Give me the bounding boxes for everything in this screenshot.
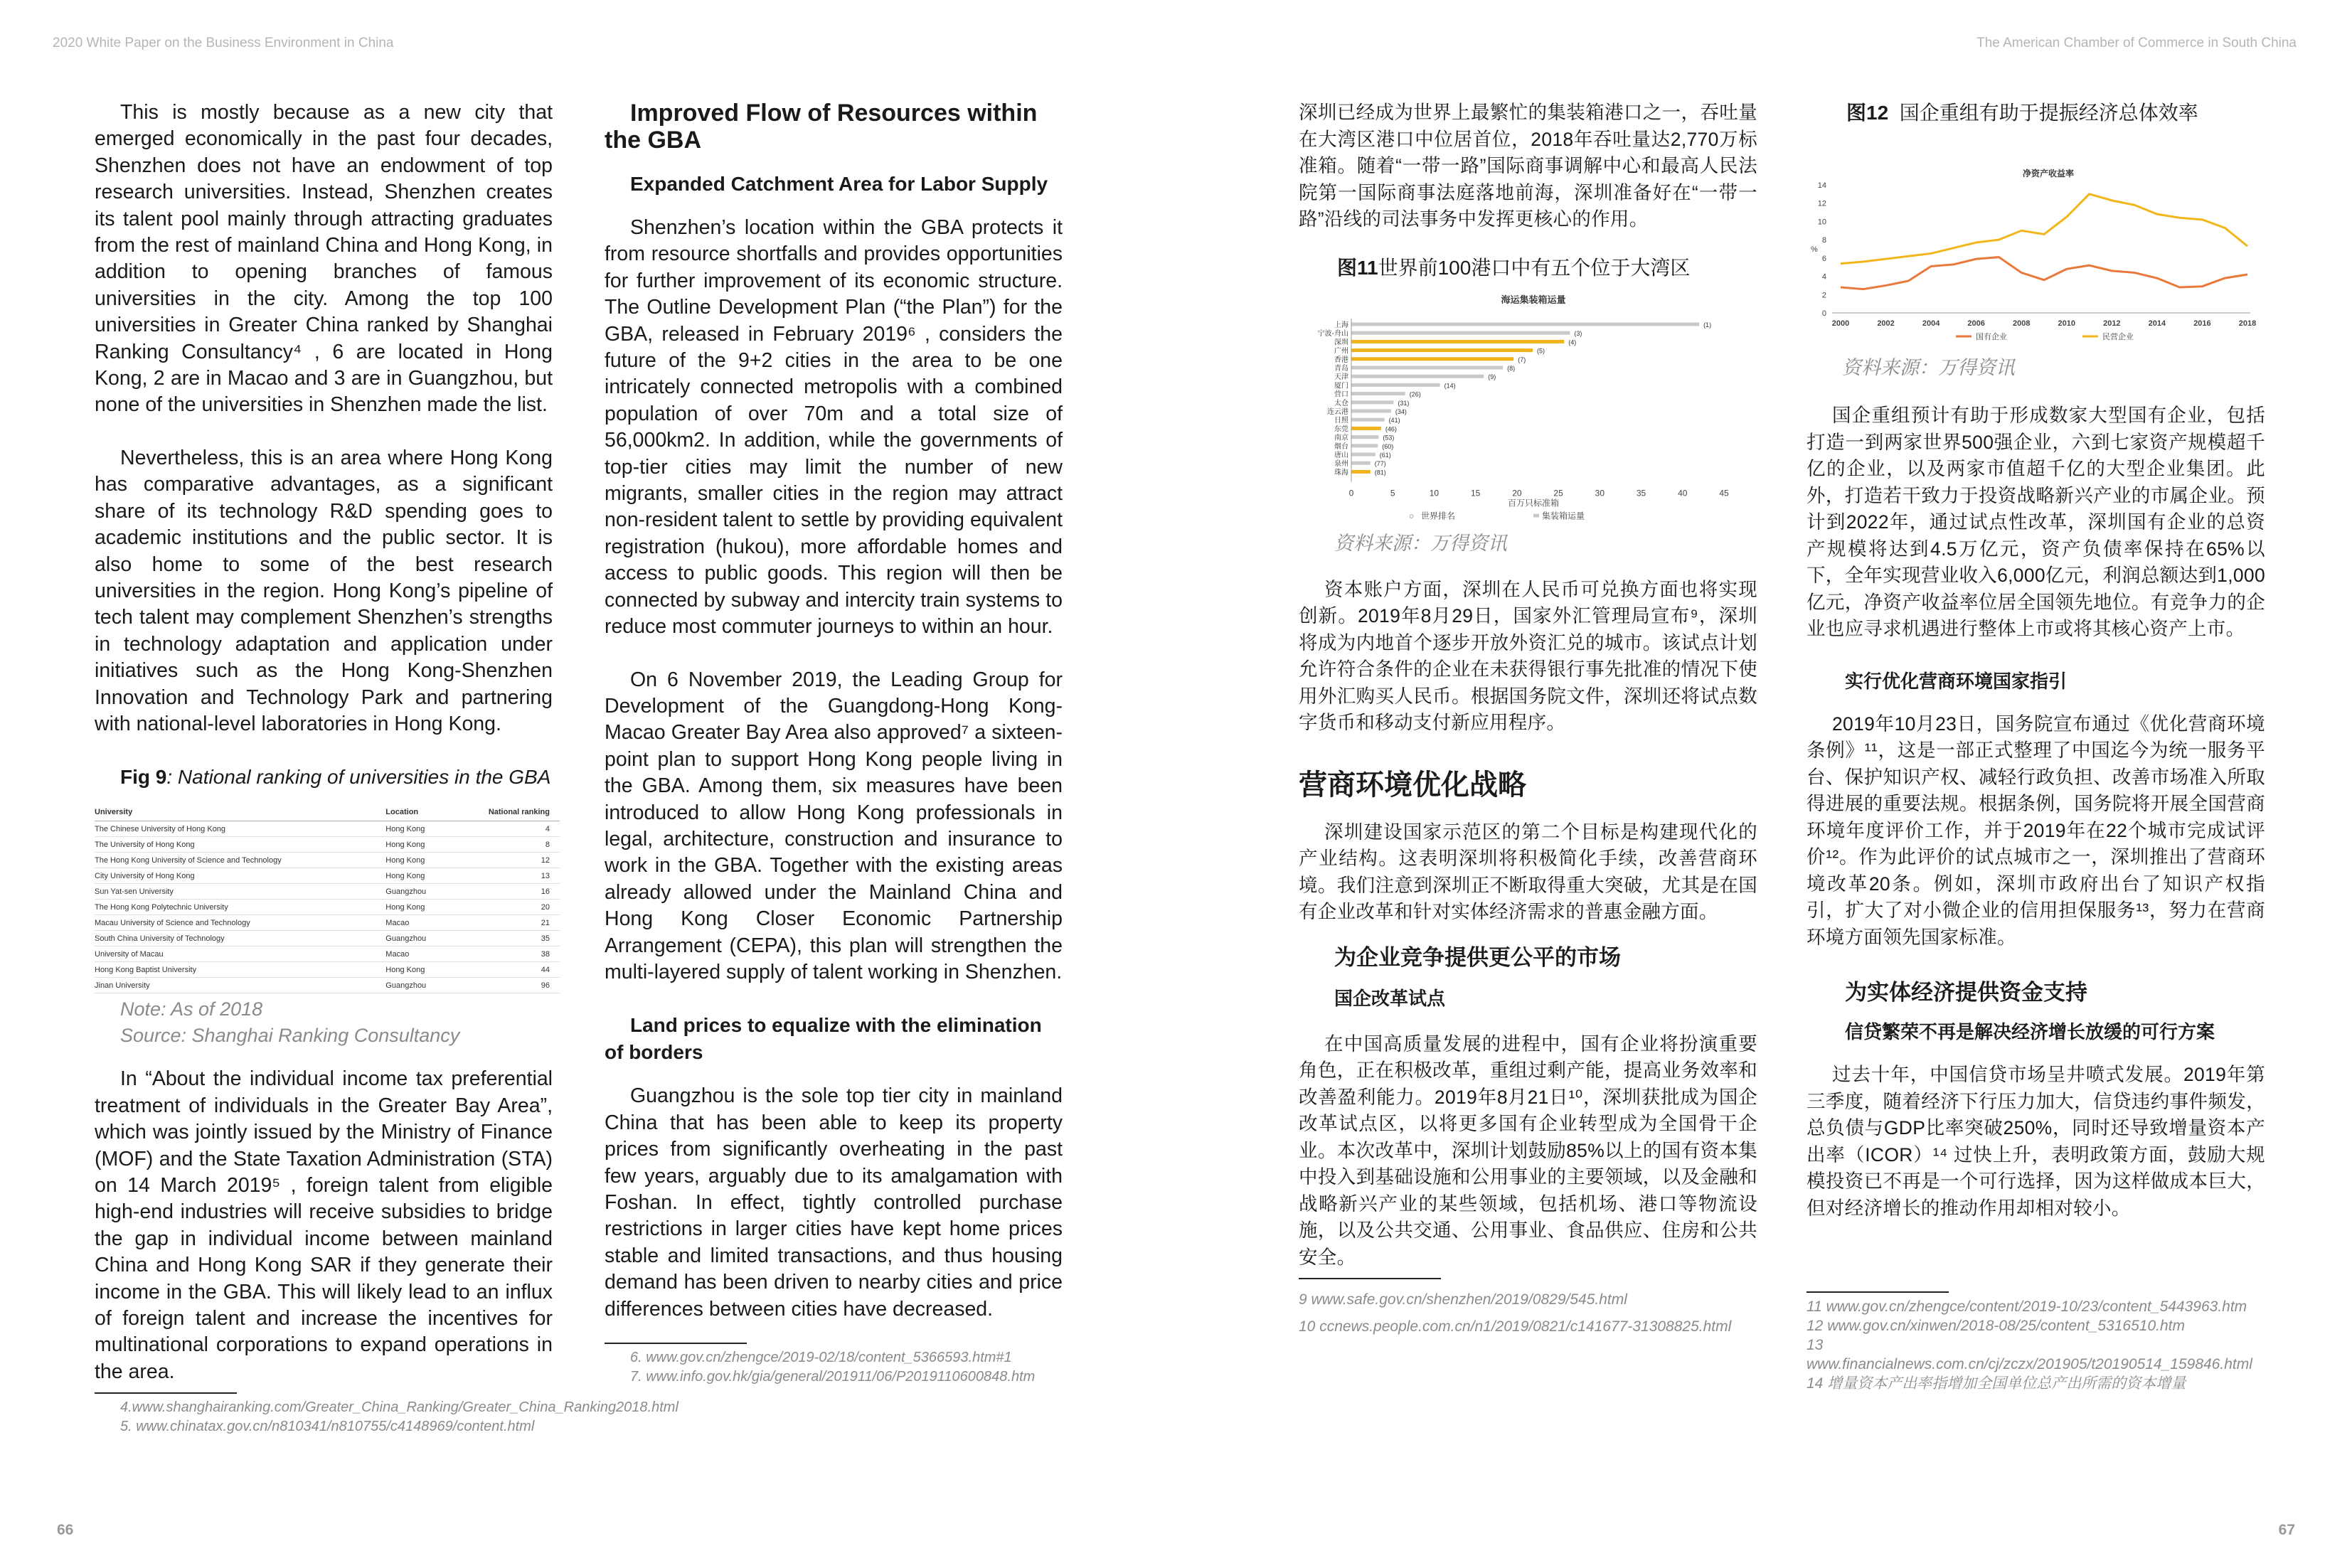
- category-label: 太仓: [1334, 399, 1348, 407]
- table-cell: 44: [449, 962, 560, 978]
- subsection-heading: 为企业竞争提供更公平的市场: [1334, 944, 1621, 970]
- table-row: [95, 821, 560, 837]
- column-header: University: [95, 791, 385, 821]
- table-cell: 13: [449, 868, 560, 884]
- figure-label: 图12: [1846, 102, 1889, 124]
- x-tick-label: 2010: [2058, 319, 2076, 328]
- column-3: [1299, 100, 1757, 1340]
- y-tick-label: 6: [1821, 254, 1826, 263]
- section-heading: Improved Flow of Resources within the GBA: [605, 100, 1038, 154]
- table-cell: Macao: [385, 915, 449, 931]
- x-tick-label: 45: [1719, 488, 1729, 498]
- footnote: 10 ccnews.people.com.cn/n1/2019/0821/c141677-31308825.html: [1299, 1318, 1732, 1335]
- paragraph: 深圳已经成为世界上最繁忙的集装箱港口之一，吞吐量在大湾区港口中位居首位，2018年吞吐量达2,770万标准箱。随着“一带一路”国际商事调解中心和最高人民法院第一国际商事法庭落地前海，深圳准备好在“一带一路”沿线的司法事务中发挥更核心的作用。: [1299, 102, 1757, 230]
- column-1: [95, 100, 679, 1436]
- column-2: [605, 100, 1063, 1387]
- x-tick-label: 10: [1429, 488, 1440, 498]
- figure-caption: [95, 764, 553, 791]
- table-cell: Hong Kong: [385, 853, 449, 868]
- port-bar: [1351, 461, 1371, 464]
- legend-marker-rank: ○: [1409, 511, 1415, 521]
- paragraph: 2019年10月23日，国务院宣布通过《优化营商环境条例》¹¹，这是一部正式整理了中国迄今为统一服务平台、保护知识产权、减轻行政负担、改善市场准入所取得进展的重要法规。根据条例，国务院将开展全国营商环境年度评价工作，并于2019年在22个城市完成试评价¹²。作为此评价的试点城市之一，深圳推出了营商环境改革20条。例如，深圳市政府出台了知识产权指引，扩大了对小微企业的信用担保服务¹³，努力在营商环境方面领先国家标准。: [1806, 713, 2265, 948]
- category-label: 连云港: [1327, 407, 1348, 416]
- table-cell: 8: [449, 837, 560, 853]
- figure-caption: [1299, 255, 1757, 282]
- section-heading: 营商环境优化战略: [1299, 769, 1526, 801]
- rank-label: (61): [1379, 451, 1391, 459]
- x-tick-label: 40: [1678, 488, 1688, 498]
- figure-title: : National ranking of universities in the GBA: [166, 766, 551, 789]
- subsection-heading: 信贷繁荣不再是解决经济增长放缓的可行方案: [1845, 1021, 2215, 1042]
- table-cell: The University of Hong Kong: [95, 837, 385, 853]
- figure-title: 世界前100港口中有五个位于大湾区: [1378, 256, 1691, 279]
- table-cell: The Hong Kong University of Science and Technology: [95, 853, 385, 868]
- rank-label: (77): [1374, 459, 1386, 467]
- x-tick-label: 15: [1470, 488, 1481, 498]
- legend-label: 民营企业: [2102, 333, 2134, 341]
- rank-label: (31): [1398, 399, 1410, 407]
- x-tick-label: 5: [1390, 488, 1395, 498]
- table-cell: Hong Kong: [385, 900, 449, 915]
- chart-title: 海运集装箱运量: [1501, 294, 1566, 305]
- table-cell: Jinan University: [95, 978, 385, 993]
- table-cell: University of Macau: [95, 946, 385, 962]
- paragraph: Guangzhou is the sole top tier city in mainland China that has been able to keep its property prices from significantly overheating in the past few years, arguably due to its amalgamation with Foshan. In effect, tightly controlled purchase restrictions in larger cities have kept home prices stable and limited transactions, and thus housing demand has been driven to nearby cities and price differences between cities have decreased.: [605, 1084, 1063, 1321]
- category-label: 泉州: [1334, 459, 1348, 468]
- subsection-heading: Land prices to equalize with the elimination of borders: [605, 1014, 1042, 1064]
- rank-label: (46): [1385, 425, 1397, 432]
- roe-line-chart: [1806, 127, 2265, 354]
- table-cell: Macau University of Science and Technology: [95, 915, 385, 931]
- category-label: 日照: [1334, 416, 1348, 425]
- table-cell: 96: [449, 978, 560, 993]
- table-cell: The Chinese University of Hong Kong: [95, 821, 385, 837]
- port-bar: [1351, 417, 1385, 421]
- footnote-divider: [95, 1392, 237, 1394]
- table-cell: Hong Kong: [385, 821, 449, 837]
- table-cell: Hong Kong: [385, 962, 449, 978]
- running-header-left: 2020 White Paper on the Business Environment in China: [53, 36, 394, 50]
- y-axis-label: %: [1811, 245, 1818, 254]
- table-row: [95, 853, 560, 868]
- table-note: Note: As of 2018: [120, 998, 263, 1020]
- column-header: National ranking: [449, 791, 560, 821]
- x-tick-label: 2012: [2103, 319, 2121, 328]
- chart-source: 资料来源：万得资讯: [1842, 357, 2015, 378]
- table-row: [95, 962, 560, 978]
- x-tick-label: 2016: [2193, 319, 2211, 328]
- rank-label: (5): [1537, 347, 1545, 355]
- table-cell: Hong Kong: [385, 868, 449, 884]
- category-label: 南京: [1334, 434, 1348, 442]
- paragraph: In “About the individual income tax preferential treatment of individuals in the Greater Bay Area”, which was jointly issued by the Ministry of Finance (MOF) and the State Taxation Administration (STA) on 14 March 2019⁵ , foreign talent from eligible high-end industries will receive subsidies to bridge the gap in individual income between mainland China and Hong Kong SAR if they generate their income in the GBA. This will likely lead to an influx of foreign talent and increase the incentives for multinational corporations to expand operations in the area.: [95, 1067, 553, 1383]
- table-cell: Hong Kong Baptist University: [95, 962, 385, 978]
- port-bar: [1351, 374, 1484, 378]
- y-tick-label: 0: [1821, 309, 1826, 318]
- port-bar: [1351, 322, 1699, 326]
- table-cell: Guangzhou: [385, 884, 449, 900]
- port-container-chart: [1299, 282, 1757, 527]
- port-bar: [1351, 339, 1564, 343]
- legend-swatch: [1533, 513, 1539, 517]
- category-label: 上海: [1334, 321, 1348, 329]
- table-cell: 16: [449, 884, 560, 900]
- running-header-right: The American Chamber of Commerce in South China: [1976, 36, 2297, 50]
- footnote-divider: [605, 1343, 747, 1344]
- footnote: 7. www.info.gov.hk/gia/general/201911/06/P2019110600848.htm: [630, 1369, 1036, 1385]
- table-source: Source: Shanghai Ranking Consultancy: [120, 1025, 460, 1047]
- table-cell: 38: [449, 946, 560, 962]
- table-cell: 12: [449, 853, 560, 868]
- y-tick-label: 12: [1817, 199, 1826, 208]
- footnote: 9 www.safe.gov.cn/shenzhen/2019/0829/545.html: [1299, 1291, 1627, 1308]
- port-bar: [1351, 444, 1378, 447]
- paragraph: 过去十年，中国信贷市场呈井喷式发展。2019年第三季度，随着经济下行压力加大，信贷违约事件频发，总负债与GDP比率突破250%，同时还导致增量资本产出率（ICOR）¹⁴ 过快上升，表明政策方面，鼓励大规模投资已不再是一个可行选择，因为这样做成本巨大，但对经济增长的推动作用却相对较小。: [1806, 1064, 2265, 1219]
- subsection-heading: 实行优化营商环境国家指引: [1845, 670, 2068, 692]
- university-ranking-table: [95, 791, 560, 993]
- x-tick-label: 2004: [1922, 319, 1940, 328]
- category-label: 珠海: [1334, 468, 1348, 476]
- table-cell: Guangzhou: [385, 931, 449, 946]
- y-tick-label: 14: [1817, 181, 1826, 190]
- table-cell: Hong Kong: [385, 837, 449, 853]
- x-tick-label: 2002: [1877, 319, 1895, 328]
- rank-label: (53): [1383, 434, 1395, 442]
- rank-label: (4): [1568, 338, 1577, 346]
- footnote-divider: [1299, 1278, 1441, 1279]
- category-label: 青岛: [1334, 364, 1348, 373]
- port-bar: [1351, 383, 1440, 386]
- table-cell: The Hong Kong Polytechnic University: [95, 900, 385, 915]
- rank-label: (60): [1382, 442, 1394, 450]
- legend-label: 国有企业: [1976, 333, 2007, 341]
- x-tick-label: 2006: [1967, 319, 1985, 328]
- figure-title: 国企重组有助于提振经济总体效率: [1899, 102, 2198, 124]
- legend-label: 集装箱运量: [1542, 511, 1585, 521]
- y-tick-label: 10: [1817, 218, 1826, 227]
- paragraph: Shenzhen’s location within the GBA protects it from resource shortfalls and provides opportunities for further improvement of its economic structure. The Outline Development Plan (“the Plan”) for the GBA, released in February 2019⁶ , considers the future of the 9+2 cities in the area to be one intricately connected metropolis with a combined population of over 70m and a total size of 56,000km2. In addition, while the governments of top-tier cities may limit the number of new migrants, smaller cities in the region may attract non-resident talent to settle by providing equivalent registration (hukou), more affordable homes and access to public goods. This region will then be connected by subway and intercity train systems to reduce most commuter journeys to within an hour.: [605, 216, 1063, 639]
- x-tick-label: 2008: [2012, 319, 2031, 328]
- category-label: 烟台: [1334, 442, 1348, 451]
- footnote: 12 www.gov.cn/xinwen/2018-08/25/content_5316510.htm: [1806, 1318, 2185, 1334]
- category-label: 广州: [1334, 347, 1348, 356]
- page-number-right: 67: [2278, 1522, 2295, 1538]
- series-line-soe: [1841, 257, 2247, 289]
- x-tick-label: 2014: [2148, 319, 2166, 328]
- table-cell: Sun Yat-sen University: [95, 884, 385, 900]
- figure-label: Fig 9: [120, 766, 167, 789]
- rank-label: (14): [1444, 381, 1456, 389]
- rank-label: (1): [1703, 321, 1712, 329]
- y-tick-label: 8: [1821, 236, 1826, 245]
- footnote: 13 www.financialnews.com.cn/cj/zczx/201905/t20190514_159846.html: [1806, 1337, 2252, 1372]
- port-bar: [1351, 426, 1381, 430]
- category-label: 香港: [1334, 356, 1348, 364]
- legend-label: 世界排名: [1421, 511, 1456, 521]
- category-label: 东莞: [1334, 425, 1348, 433]
- footnote-divider: [1806, 1291, 1949, 1293]
- category-label: 厦门: [1334, 381, 1348, 390]
- x-tick-label: 25: [1553, 488, 1563, 498]
- paragraph: This is mostly because as a new city that emerged economically in the past four decades, Shenzhen does not have an endowment of top research universities. Instead, Shenzhen creates its talent pool mainly through attracting graduates from the rest of mainland China and Hong Kong, in addition to opening branches of famous universities in the city. Among the top 100 universities in Greater China ranked by Shanghai Ranking Consultancy⁴ , 6 are located in Hong Kong, 2 are in Macao and 3 are in Guangzhou, but none of the universities in Shenzhen made the list.: [95, 101, 553, 417]
- category-label: 唐山: [1334, 451, 1348, 459]
- footnote: 4.www.shanghairanking.com/Greater_China_Ranking/Greater_China_Ranking2018.html: [120, 1399, 679, 1416]
- table-cell: 21: [449, 915, 560, 931]
- figure-caption: [1806, 100, 2265, 127]
- paragraph: 深圳建设国家示范区的第二个目标是构建现代化的产业结构。这表明深圳将积极简化手续，改善营商环境。我们注意到深圳正不断取得重大突破，尤其是在国有企业改革和针对实体经济需求的普惠金融方面。: [1299, 821, 1757, 922]
- x-tick-label: 35: [1636, 488, 1646, 498]
- table-header-row: [95, 791, 560, 821]
- table-row: [95, 915, 560, 931]
- table-row: [95, 837, 560, 853]
- port-bar: [1351, 409, 1391, 412]
- chart-title: 净资产收益率: [2022, 169, 2075, 178]
- table-row: [95, 900, 560, 915]
- port-bar: [1351, 357, 1513, 361]
- figure-label: 图11: [1337, 256, 1378, 279]
- chart-source: 资料来源：万得资讯: [1334, 532, 1507, 554]
- column-header: Location: [385, 791, 449, 821]
- port-bar: [1351, 366, 1503, 369]
- table-cell: Macao: [385, 946, 449, 962]
- table-cell: 35: [449, 931, 560, 946]
- table-cell: Guangzhou: [385, 978, 449, 993]
- paragraph: 国企重组预计有助于形成数家大型国有企业，包括打造一到两家世界500强企业，六到七家资产规模超千亿的企业，以及两家市值超千亿的大型企业集团。此外，打造若干致力于投资战略新兴产业的市属企业。预计到2022年，通过试点性改革，深圳国有企业的总资产规模将达到4.5万亿元，资产负债率保持在65%以下，全年实现营业收入6,000亿元，利润总额达到1,000亿元，净资产收益率位居全国领先地位。有竞争力的企业也应寻求机遇进行整体上市或将其核心资产上市。: [1806, 405, 2265, 639]
- port-bar: [1351, 469, 1371, 473]
- port-bar: [1351, 452, 1375, 456]
- rank-label: (41): [1388, 416, 1400, 424]
- y-tick-label: 2: [1821, 291, 1826, 300]
- port-bar: [1351, 348, 1533, 352]
- rank-label: (34): [1395, 407, 1407, 415]
- x-axis-label: 百万只标准箱: [1507, 498, 1560, 508]
- rank-label: (81): [1374, 468, 1386, 476]
- category-label: 营口: [1334, 390, 1348, 399]
- category-label: 深圳: [1334, 338, 1348, 346]
- x-tick-label: 20: [1512, 488, 1522, 498]
- port-bar: [1351, 435, 1378, 439]
- series-line-private: [1841, 194, 2247, 264]
- y-tick-label: 4: [1821, 272, 1826, 282]
- x-tick-label: 2000: [1831, 319, 1850, 328]
- rank-label: (8): [1507, 364, 1516, 372]
- footnote: 5. www.chinatax.gov.cn/n810341/n810755/c4148969/content.html: [120, 1419, 535, 1435]
- paragraph: 资本账户方面，深圳在人民币可兑换方面也将实现创新。2019年8月29日，国家外汇管理局宣布⁹，深圳将成为内地首个逐步开放外资汇兑的城市。该试点计划允许符合条件的企业在未获得银行事先批准的情况下使用外汇购买人民币。根据国务院文件，深圳还将试点数字货币和移动支付新应用程序。: [1299, 578, 1757, 733]
- table-row: [95, 946, 560, 962]
- table-cell: South China University of Technology: [95, 931, 385, 946]
- paragraph: 在中国高质量发展的进程中，国有企业将扮演重要角色，正在积极改革，重组过剩产能，提高业务效率和改善盈利能力。2019年8月21日¹⁰，深圳获批成为国企改革试点区，以将更多国有企业转型成为全国骨干企业。本次改革中，深圳计划鼓励85%以上的国有资本集中投入到基础设施和公用事业的主要领域，以及金融和战略新兴产业的某些领域，包括机场、港口等物流设施，以及公共交通、公用事业、食品供应、住房和公共安全。: [1299, 1033, 1757, 1268]
- subsection-heading: 国企改革试点: [1334, 987, 1446, 1009]
- table-cell: 20: [449, 900, 560, 915]
- table-row: [95, 868, 560, 884]
- paragraph: On 6 November 2019, the Leading Group for Development of the Guangdong-Hong Kong-Macao Greater Bay Area also approved⁷ a sixteen-point plan to support Hong Kong people living in the GBA. Among them, six measures have been introduced to allow Hong Kong professionals in legal, architecture, construction and insurance to work in the GBA. Together with the existing areas already allowed under the Mainland China and Hong Kong Closer Economic Partnership Arrangement (CEPA), this plan will strengthen the multi-layered supply of talent working in Shenzhen.: [605, 668, 1063, 983]
- subsection-heading: Expanded Catchment Area for Labor Supply: [630, 173, 1048, 195]
- table-row: [95, 978, 560, 993]
- rank-label: (3): [1574, 329, 1582, 337]
- x-tick-label: 30: [1595, 488, 1605, 498]
- rank-label: (9): [1488, 373, 1496, 380]
- paragraph: Nevertheless, this is an area where Hong Kong has comparative advantages, as a significant share of its technology R&D spending goes to academic institutions and the public sector. It is also home to some of the best research universities in the region. Hong Kong’s pipeline of tech talent may complement Shenzhen’s strengths in technology adaptation and application under initiatives such as the Hong Kong-Shenzhen Innovation and Technology Park and partnering with national-level laboratories in Hong Kong.: [95, 446, 553, 735]
- subsection-heading: 为实体经济提供资金支持: [1845, 980, 2087, 1005]
- page-number-left: 66: [57, 1522, 74, 1538]
- rank-label: (7): [1518, 356, 1526, 363]
- category-label: 天津: [1334, 373, 1348, 381]
- x-tick-label: 2018: [2238, 319, 2257, 328]
- table-cell: 4: [449, 821, 560, 837]
- table-cell: City University of Hong Kong: [95, 868, 385, 884]
- rank-label: (26): [1409, 390, 1421, 398]
- column-4: [1806, 100, 2265, 1393]
- x-tick-label: 0: [1348, 488, 1354, 498]
- footnote: 6. www.gov.cn/zhengce/2019-02/18/content_5366593.htm#1: [630, 1350, 1012, 1366]
- table-row: [95, 931, 560, 946]
- footnote: 14 增量资本产出率指增加全国单位总产出所需的资本增量: [1806, 1375, 2186, 1392]
- port-bar: [1351, 331, 1570, 334]
- category-label: 宁波-舟山: [1317, 329, 1348, 338]
- footnote: 11 www.gov.cn/zhengce/content/2019-10/23/content_5443963.htm: [1806, 1298, 2247, 1315]
- port-bar: [1351, 392, 1405, 395]
- port-bar: [1351, 400, 1393, 404]
- table-row: [95, 884, 560, 900]
